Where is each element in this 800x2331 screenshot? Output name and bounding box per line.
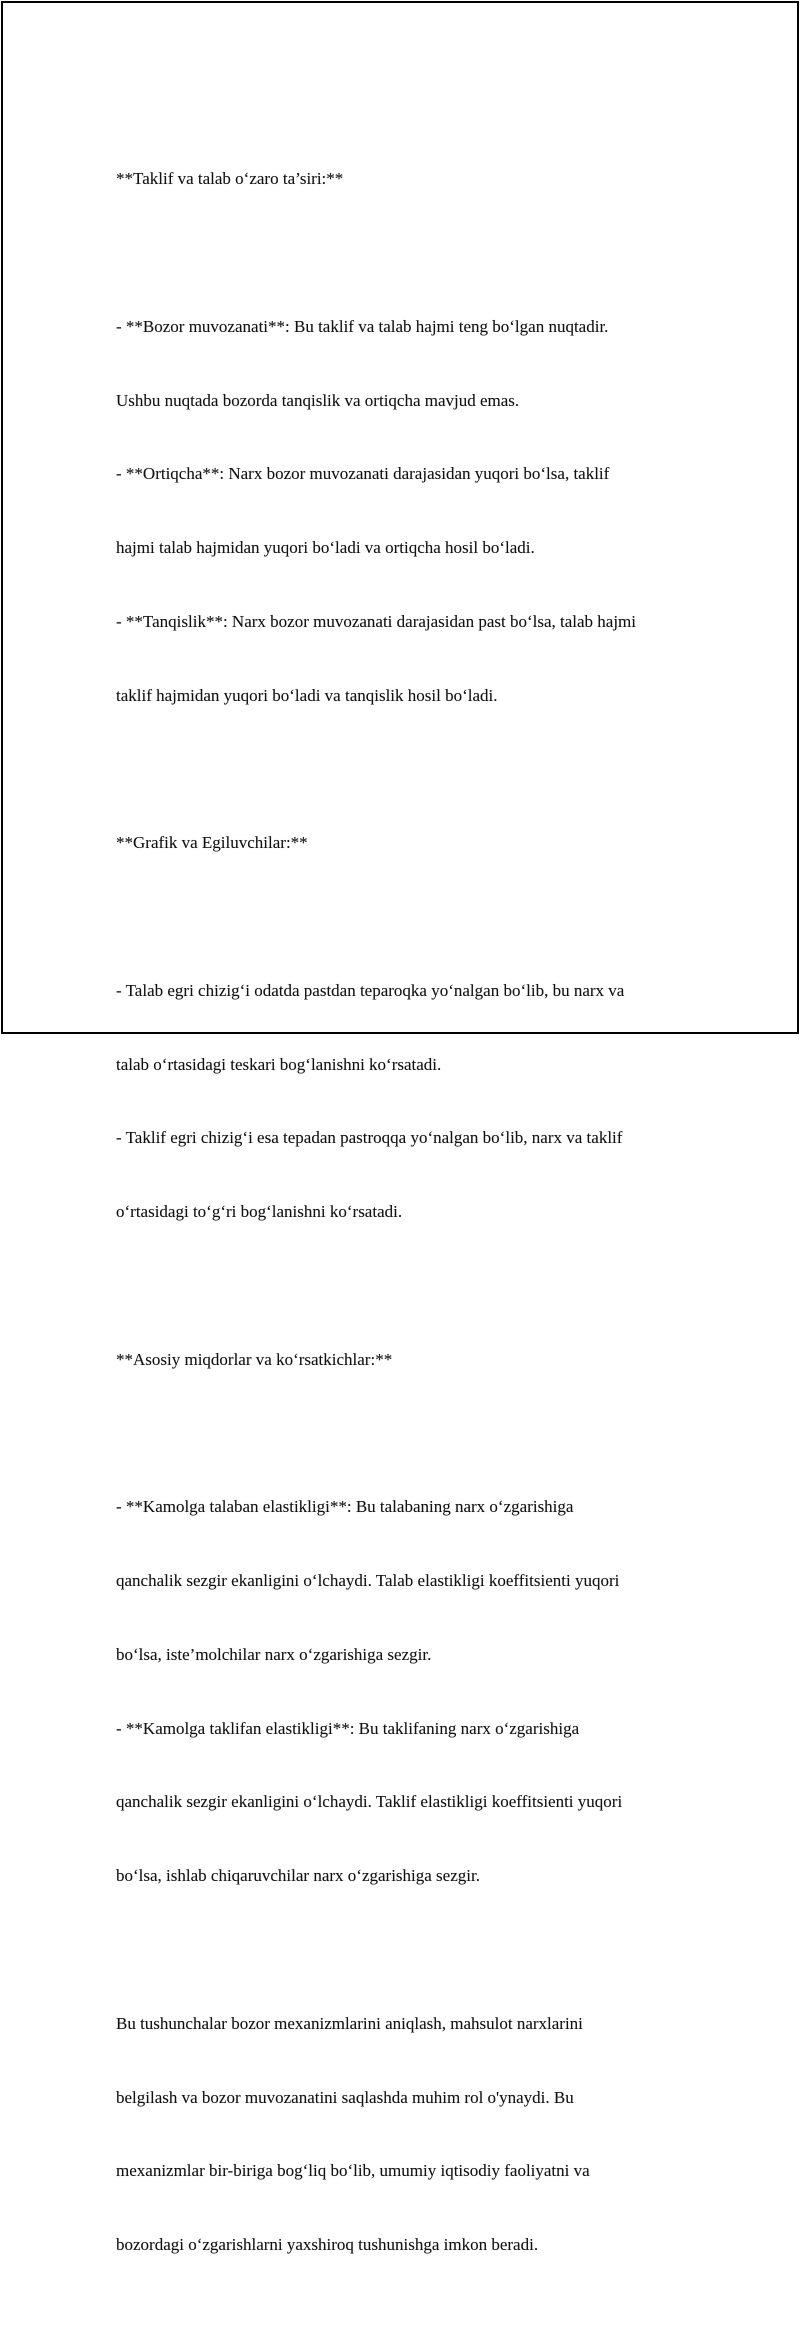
section-body xyxy=(116,266,696,758)
text-line: - Taklif egri chizig‘i esa tepadan pastroqqa yo‘nalgan bo‘lib, narx va taklif xyxy=(116,1128,623,1148)
text-line: Bu tushunchalar bozor mexanizmlarini aniqlash, mahsulot narxlarini xyxy=(116,2013,583,2033)
text-line: - **Bozor muvozanati**: Bu taklif va talab hajmi teng bo‘lgan nuqtadir. xyxy=(116,316,609,336)
text-line: qanchalik sezgir ekanligini o‘lchaydi. Talab elastikligi koeffitsienti yuqori xyxy=(116,1571,620,1591)
heading-text: **Taklif va talab o‘zaro ta’siri:** xyxy=(116,169,344,189)
text-line: - Talab egri chizig‘i odatda pastdan teparoqka yo‘nalgan bo‘lib, bu narx va xyxy=(116,980,625,1000)
text-line: - **Kamolga taklifan elastikligi**: Bu taklifaning narx o‘zgarishiga xyxy=(116,1718,580,1738)
text-line: mexanizmlar bir-biriga bog‘liq bo‘lib, umumiy iqtisodiy faoliyatni va xyxy=(116,2161,590,2181)
heading-text: **Grafik va Egiluvchilar:** xyxy=(116,833,308,853)
section-heading xyxy=(116,782,696,905)
text-line: talab o‘rtasidagi teskari bog‘lanishni ko‘rsatadi. xyxy=(116,1054,442,1074)
text-line: - **Ortiqcha**: Narx bozor muvozanati darajasidan yuqori bo‘lsa, taklif xyxy=(116,464,610,484)
section-heading xyxy=(116,118,696,241)
text-line: bo‘lsa, iste’molchilar narx o‘zgarishiga sezgir. xyxy=(116,1644,432,1664)
text-line: - **Kamolga talaban elastikligi**: Bu talabaning narx o‘zgarishiga xyxy=(116,1497,574,1517)
text-line: taklif hajmidan yuqori bo‘ladi va tanqislik hosil bo‘ladi. xyxy=(116,685,498,705)
text-line: bozordagi o‘zgarishlarni yaxshiroq tushunishga imkon beradi. xyxy=(116,2235,539,2255)
section-heading xyxy=(116,1299,696,1422)
text-line: bo‘lsa, ishlab chiqaruvchilar narx o‘zgarishiga sezgir. xyxy=(116,1866,480,1886)
text-line: - **Tanqislik**: Narx bozor muvozanati darajasidan past bo‘lsa, talab hajmi xyxy=(116,611,636,631)
text-line: hajmi talab hajmidan yuqori bo‘ladi va ortiqcha hosil bo‘ladi. xyxy=(116,538,535,558)
document-body xyxy=(116,118,696,2331)
heading-text: **Asosiy miqdorlar va ko‘rsatkichlar:** xyxy=(116,1349,393,1369)
text-line: qanchalik sezgir ekanligini o‘lchaydi. Taklif elastikligi koeffitsienti yuqori xyxy=(116,1792,623,1812)
text-line: Ushbu nuqtada bozorda tanqislik va ortiqcha mavjud emas. xyxy=(116,390,520,410)
section-body xyxy=(116,1446,696,1938)
section-body xyxy=(116,930,696,1274)
conclusion-paragraph xyxy=(116,1963,696,2307)
text-line: belgilash va bozor muvozanatini saqlashda muhim rol o'ynaydi. Bu xyxy=(116,2087,574,2107)
text-line: o‘rtasidagi to‘g‘ri bog‘lanishni ko‘rsatadi. xyxy=(116,1202,403,1222)
